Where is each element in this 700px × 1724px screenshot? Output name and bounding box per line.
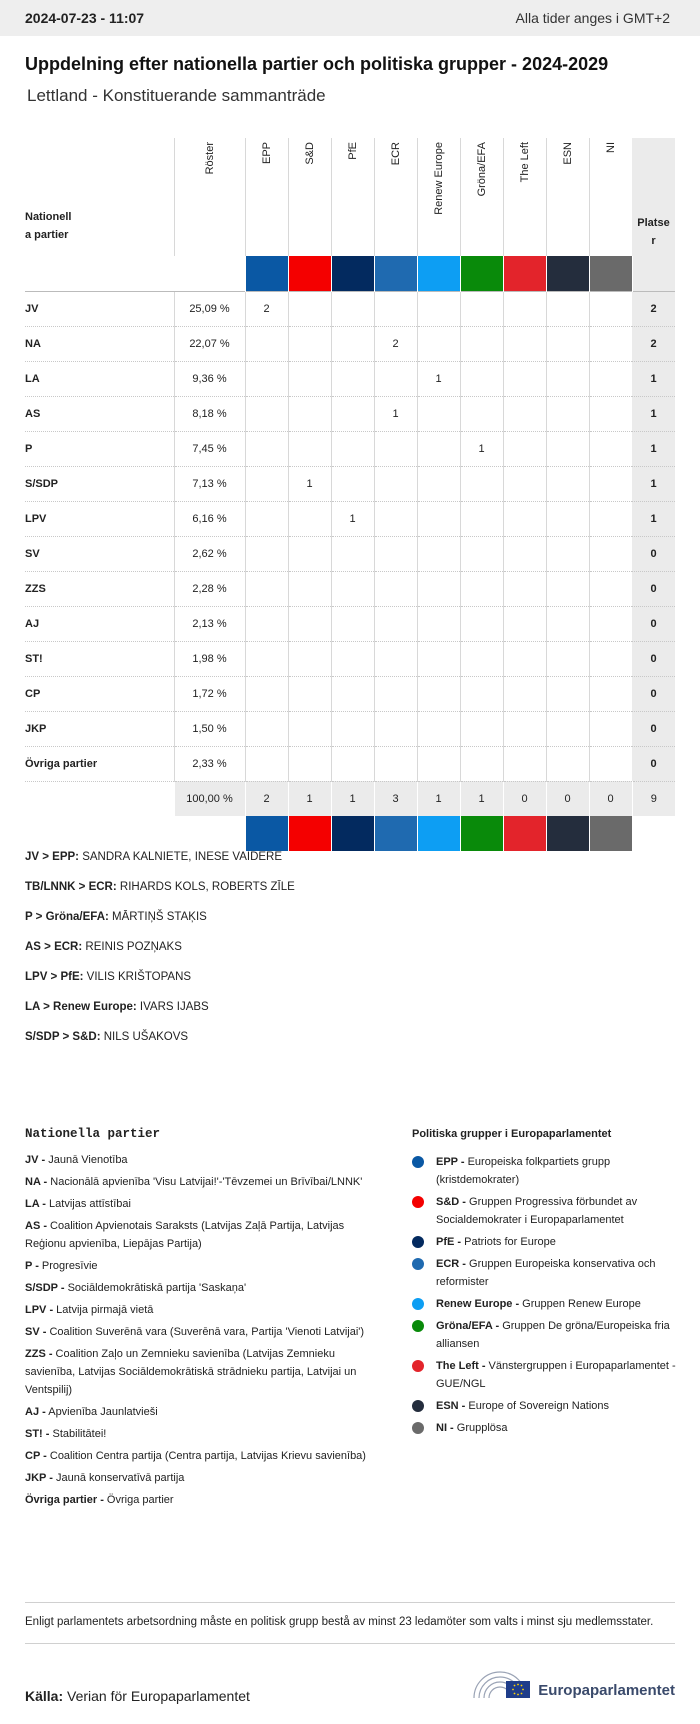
party-name: CP (25, 676, 174, 711)
votes-cell: 2,33 % (174, 746, 245, 781)
seat-count-cell (374, 361, 417, 396)
seat-count-cell (417, 711, 460, 746)
seat-count-cell (331, 291, 374, 326)
seat-count-cell (374, 676, 417, 711)
party-name: S/SDP (25, 466, 174, 501)
seat-count-cell (245, 361, 288, 396)
seat-count-cell (460, 711, 503, 746)
seat-count-cell (245, 396, 288, 431)
total-group-seats: 3 (374, 781, 417, 816)
seat-count-cell (546, 571, 589, 606)
seat-count-cell: 1 (460, 431, 503, 466)
party-name: JV (25, 291, 174, 326)
seat-count-cell (417, 501, 460, 536)
seat-count-cell (546, 536, 589, 571)
national-parties-legend (25, 1125, 385, 1513)
seat-count-cell (245, 711, 288, 746)
group-color-dot (412, 1320, 424, 1332)
table-row (25, 711, 675, 746)
votes-cell: 25,09 % (174, 291, 245, 326)
seats-cell: 0 (632, 676, 675, 711)
total-group-seats: 1 (417, 781, 460, 816)
seat-count-cell (374, 501, 417, 536)
national-party-entry: CP - Coalition Centra partija (Centra partija, Latvijas Krievu savienība) (25, 1450, 366, 1462)
table-row (25, 571, 675, 606)
seat-count-cell (417, 676, 460, 711)
seat-count-cell (417, 606, 460, 641)
national-party-entry: NA - Nacionālā apvienība 'Visu Latvijai!'-'Tēvzemei un Brīvībai/LNNK' (25, 1176, 363, 1188)
member-entry: JV > EPP: SANDRA KALNIETE, INESE VAIDERE (25, 851, 283, 863)
member-entry: LPV > PfE: VILIS KRIŠTOPANS (25, 971, 192, 983)
political-group-entry: ESN - Europe of Sovereign Nations (412, 1397, 682, 1415)
seat-count-cell (417, 536, 460, 571)
seat-count-cell (374, 746, 417, 781)
seat-count-cell (460, 676, 503, 711)
seat-count-cell (546, 326, 589, 361)
national-party-entry: JV - Jaunā Vienotība (25, 1154, 128, 1166)
national-party-entry: ST! - Stabilitātei! (25, 1428, 107, 1440)
group-color-swatch (546, 816, 589, 851)
seat-count-cell (546, 711, 589, 746)
table-row (25, 606, 675, 641)
seat-count-cell (460, 361, 503, 396)
seat-count-cell (288, 746, 331, 781)
group-color-dot (412, 1400, 424, 1412)
seat-count-cell (589, 396, 632, 431)
votes-cell: 9,36 % (174, 361, 245, 396)
total-group-seats: 0 (546, 781, 589, 816)
national-party-entry: S/SDP - Sociāldemokrātiskā partija 'Saskaņa' (25, 1282, 247, 1294)
group-column-header: ECR (374, 138, 417, 256)
votes-cell: 1,98 % (174, 641, 245, 676)
seat-count-cell (503, 501, 546, 536)
votes-cell: 1,50 % (174, 711, 245, 746)
seat-count-cell (245, 746, 288, 781)
seat-count-cell (417, 571, 460, 606)
table-row (25, 361, 675, 396)
seat-count-cell (331, 361, 374, 396)
seat-count-cell (417, 746, 460, 781)
party-name: AS (25, 396, 174, 431)
party-name: AJ (25, 606, 174, 641)
seat-count-cell (288, 396, 331, 431)
political-groups-heading: Politiska grupper i Europaparlamentet (412, 1128, 612, 1140)
group-column-header: Gröna/EFA (460, 138, 503, 256)
national-party-entry: LPV - Latvija pirmajā vietā (25, 1304, 154, 1316)
seats-cell: 0 (632, 641, 675, 676)
seat-count-cell (331, 466, 374, 501)
seats-column-header: Platse r (632, 138, 675, 256)
total-group-seats: 1 (331, 781, 374, 816)
seat-count-cell (546, 641, 589, 676)
seat-count-cell (503, 711, 546, 746)
votes-cell: 2,62 % (174, 536, 245, 571)
seat-count-cell (331, 536, 374, 571)
seat-count-cell (331, 396, 374, 431)
party-name: LA (25, 361, 174, 396)
seat-count-cell (417, 641, 460, 676)
seats-cell: 0 (632, 746, 675, 781)
seat-count-cell (546, 291, 589, 326)
party-name: ZZS (25, 571, 174, 606)
votes-cell: 7,45 % (174, 431, 245, 466)
parliament-hemicycle-icon (470, 1664, 534, 1704)
political-groups-legend (412, 1125, 682, 1441)
seat-count-cell (589, 431, 632, 466)
seat-count-cell (288, 291, 331, 326)
political-group-entry: EPP - Europeiska folkpartiets grupp (kristdemokrater) (412, 1153, 682, 1189)
seat-count-cell (288, 326, 331, 361)
group-color-swatch (503, 256, 546, 291)
seat-count-cell (245, 571, 288, 606)
seat-count-cell (589, 676, 632, 711)
seat-count-cell (460, 326, 503, 361)
source: Källa: Verian för Europaparlamentet (25, 1688, 250, 1704)
seats-cell: 1 (632, 501, 675, 536)
seat-count-cell: 1 (331, 501, 374, 536)
seat-count-cell (503, 431, 546, 466)
seat-count-cell (589, 361, 632, 396)
national-party-entry: ZZS - Coalition Zaļo un Zemnieku savienība (Latvijas Zemnieku savienība, Latvijas Sociāldemokrātiskā strādnieku partija, Latvijai un Ventspilij) (25, 1348, 357, 1396)
seat-count-cell (460, 466, 503, 501)
seat-count-cell (546, 676, 589, 711)
total-group-seats: 1 (460, 781, 503, 816)
table-row (25, 536, 675, 571)
group-color-swatch (589, 256, 632, 291)
seat-count-cell (589, 536, 632, 571)
group-color-dot (412, 1236, 424, 1248)
national-party-entry: SV - Coalition Suverēnā vara (Suverēnā vara, Partija 'Vienoti Latvijai') (25, 1326, 365, 1338)
table-row (25, 431, 675, 466)
seat-count-cell: 2 (245, 291, 288, 326)
seat-count-cell (417, 396, 460, 431)
seat-count-cell (245, 536, 288, 571)
total-group-seats: 1 (288, 781, 331, 816)
group-color-swatch (331, 816, 374, 851)
seat-count-cell (331, 326, 374, 361)
table-row (25, 641, 675, 676)
total-seats: 9 (632, 781, 675, 816)
seat-count-cell (245, 326, 288, 361)
seat-count-cell (374, 571, 417, 606)
seats-cell: 1 (632, 466, 675, 501)
rules-note: Enligt parlamentets arbetsordning måste en politisk grupp bestå av minst 23 ledamöter som valts i minst sju medlemsstater. (25, 1602, 675, 1644)
seat-count-cell (589, 641, 632, 676)
seat-count-cell (331, 676, 374, 711)
group-color-swatch (288, 816, 331, 851)
seat-count-cell (589, 291, 632, 326)
votes-column-header: Röster (174, 138, 245, 256)
seat-count-cell (288, 641, 331, 676)
group-color-swatch (245, 256, 288, 291)
party-name: JKP (25, 711, 174, 746)
seat-count-cell (503, 676, 546, 711)
political-group-entry: Renew Europe - Gruppen Renew Europe (412, 1295, 682, 1313)
party-name: Övriga partier (25, 746, 174, 781)
member-entry: LA > Renew Europe: IVARS IJABS (25, 1001, 209, 1013)
top-bar (0, 0, 700, 36)
seat-count-cell (589, 501, 632, 536)
political-group-entry: ECR - Gruppen Europeiska konservativa och reformister (412, 1255, 682, 1291)
national-party-entry: JKP - Jaunā konservatīvā partija (25, 1472, 185, 1484)
timestamp: 2024-07-23 - 11:07 (25, 10, 145, 26)
votes-cell: 7,13 % (174, 466, 245, 501)
seat-count-cell (589, 746, 632, 781)
national-party-entry: LA - Latvijas attīstībai (25, 1198, 131, 1210)
page-title: Uppdelning efter nationella partier och politiska grupper - 2024-2029 (25, 54, 609, 74)
party-name: SV (25, 536, 174, 571)
seat-count-cell (546, 396, 589, 431)
seats-cell: 1 (632, 361, 675, 396)
total-group-seats: 0 (503, 781, 546, 816)
political-group-entry: Gröna/EFA - Gruppen De gröna/Europeiska fria alliansen (412, 1317, 682, 1353)
member-entry: P > Gröna/EFA: MĀRTIŅŠ STAĶIS (25, 911, 207, 923)
table-row (25, 501, 675, 536)
seat-count-cell (546, 606, 589, 641)
members-list (25, 850, 295, 1060)
seat-count-cell (589, 466, 632, 501)
seats-cell: 0 (632, 606, 675, 641)
seat-count-cell (331, 431, 374, 466)
seat-count-cell: 1 (288, 466, 331, 501)
seat-count-cell (460, 501, 503, 536)
group-color-swatch (331, 256, 374, 291)
seats-cell: 0 (632, 536, 675, 571)
seat-count-cell (374, 466, 417, 501)
seat-count-cell (288, 431, 331, 466)
seat-count-cell (546, 431, 589, 466)
seat-count-cell (374, 291, 417, 326)
member-entry: S/SDP > S&D: NILS UŠAKOVS (25, 1031, 189, 1043)
page-subtitle: Lettland - Konstituerande sammanträde (27, 86, 326, 105)
group-color-dot (412, 1156, 424, 1168)
seat-count-cell (503, 536, 546, 571)
timezone-note: Alla tider anges i GMT+2 (515, 10, 670, 26)
seat-count-cell (331, 606, 374, 641)
votes-cell: 6,16 % (174, 501, 245, 536)
seat-count-cell (374, 711, 417, 746)
logo-text: Europaparlamentet (538, 1681, 675, 1699)
seat-count-cell (589, 326, 632, 361)
seat-count-cell (374, 431, 417, 466)
group-color-swatch (374, 816, 417, 851)
votes-cell: 8,18 % (174, 396, 245, 431)
seat-count-cell (245, 676, 288, 711)
results-table (25, 138, 675, 851)
group-color-dot (412, 1196, 424, 1208)
party-column-header: Nationell a partier (25, 211, 72, 241)
national-party-entry: AS - Coalition Apvienotais Saraksts (Latvijas Zaļā Partija, Latvijas Reģionu apvienība, Liepājas Partija) (25, 1220, 345, 1250)
seat-count-cell (417, 431, 460, 466)
group-color-swatch (546, 256, 589, 291)
seat-count-cell (460, 396, 503, 431)
seats-cell: 1 (632, 396, 675, 431)
party-name: LPV (25, 501, 174, 536)
group-color-swatch (460, 256, 503, 291)
group-column-header: Renew Europe (417, 138, 460, 256)
total-group-seats: 2 (245, 781, 288, 816)
seats-cell: 1 (632, 431, 675, 466)
national-party-entry: Övriga partier - Övriga partier (25, 1494, 174, 1506)
seat-count-cell (546, 501, 589, 536)
seat-count-cell (374, 641, 417, 676)
seat-count-cell (460, 536, 503, 571)
seat-count-cell (546, 361, 589, 396)
seat-count-cell (331, 571, 374, 606)
group-color-swatch (417, 816, 460, 851)
seat-count-cell (245, 641, 288, 676)
seats-cell: 2 (632, 326, 675, 361)
seat-count-cell (460, 291, 503, 326)
member-entry: TB/LNNK > ECR: RIHARDS KOLS, ROBERTS ZĪLE (25, 881, 295, 893)
seat-count-cell (503, 291, 546, 326)
seat-count-cell (503, 396, 546, 431)
political-group-entry: S&D - Gruppen Progressiva förbundet av Socialdemokrater i Europaparlamentet (412, 1193, 682, 1229)
table-row (25, 326, 675, 361)
seat-count-cell (460, 746, 503, 781)
seat-count-cell (589, 571, 632, 606)
group-color-swatch (245, 816, 288, 851)
group-column-header: ESN (546, 138, 589, 256)
seat-count-cell (546, 466, 589, 501)
group-color-swatch (288, 256, 331, 291)
party-name: NA (25, 326, 174, 361)
seat-count-cell (503, 641, 546, 676)
seats-cell: 0 (632, 571, 675, 606)
table-row (25, 291, 675, 326)
seat-count-cell (589, 606, 632, 641)
seat-count-cell (288, 676, 331, 711)
table-row (25, 396, 675, 431)
seat-count-cell (417, 326, 460, 361)
seat-count-cell: 2 (374, 326, 417, 361)
votes-cell: 22,07 % (174, 326, 245, 361)
table-row (25, 466, 675, 501)
group-column-header: EPP (245, 138, 288, 256)
seat-count-cell (288, 536, 331, 571)
europarl-logo (470, 1664, 675, 1704)
group-column-header: PfE (331, 138, 374, 256)
group-color-dot (412, 1298, 424, 1310)
seat-count-cell (288, 711, 331, 746)
seat-count-cell (288, 361, 331, 396)
seat-count-cell (503, 746, 546, 781)
group-color-dot (412, 1422, 424, 1434)
seat-count-cell (546, 746, 589, 781)
group-column-header: S&D (288, 138, 331, 256)
seat-count-cell (460, 641, 503, 676)
seat-count-cell (503, 326, 546, 361)
political-group-entry: NI - Grupplösa (412, 1419, 682, 1437)
seat-count-cell (288, 571, 331, 606)
group-color-dot (412, 1360, 424, 1372)
group-column-header: The Left (503, 138, 546, 256)
party-name: P (25, 431, 174, 466)
seat-count-cell (331, 641, 374, 676)
seat-count-cell (331, 746, 374, 781)
seat-count-cell (245, 501, 288, 536)
political-group-entry: The Left - Vänstergruppen i Europaparlamentet - GUE/NGL (412, 1357, 682, 1393)
group-color-swatch (417, 256, 460, 291)
seat-count-cell (589, 711, 632, 746)
seat-count-cell (460, 606, 503, 641)
seat-count-cell (417, 466, 460, 501)
table-row (25, 746, 675, 781)
seats-cell: 2 (632, 291, 675, 326)
votes-cell: 2,28 % (174, 571, 245, 606)
national-party-entry: AJ - Apvienība Jaunlatvieši (25, 1406, 158, 1418)
totals-row (25, 781, 675, 816)
seat-count-cell (245, 431, 288, 466)
seat-count-cell (503, 466, 546, 501)
seat-count-cell (374, 536, 417, 571)
seat-count-cell (288, 606, 331, 641)
total-group-seats: 0 (589, 781, 632, 816)
group-color-swatch (374, 256, 417, 291)
seat-count-cell (417, 291, 460, 326)
national-party-entry: P - Progresīvie (25, 1260, 98, 1272)
seat-count-cell (503, 571, 546, 606)
political-group-entry: PfE - Patriots for Europe (412, 1233, 682, 1251)
seat-count-cell: 1 (417, 361, 460, 396)
seat-count-cell: 1 (374, 396, 417, 431)
seat-count-cell (245, 606, 288, 641)
votes-cell: 2,13 % (174, 606, 245, 641)
seat-count-cell (245, 466, 288, 501)
total-votes: 100,00 % (174, 781, 245, 816)
group-color-swatch (460, 816, 503, 851)
votes-cell: 1,72 % (174, 676, 245, 711)
seat-count-cell (374, 606, 417, 641)
seat-count-cell (503, 361, 546, 396)
group-color-swatch (589, 816, 632, 851)
seat-count-cell (503, 606, 546, 641)
table-row (25, 676, 675, 711)
seat-count-cell (331, 711, 374, 746)
party-name: ST! (25, 641, 174, 676)
group-color-swatch (503, 816, 546, 851)
member-entry: AS > ECR: REINIS POZŅAKS (25, 941, 182, 953)
group-color-dot (412, 1258, 424, 1270)
seat-count-cell (460, 571, 503, 606)
seats-cell: 0 (632, 711, 675, 746)
seat-count-cell (288, 501, 331, 536)
national-parties-heading: Nationella partier (25, 1127, 161, 1141)
group-column-header: NI (589, 138, 632, 256)
